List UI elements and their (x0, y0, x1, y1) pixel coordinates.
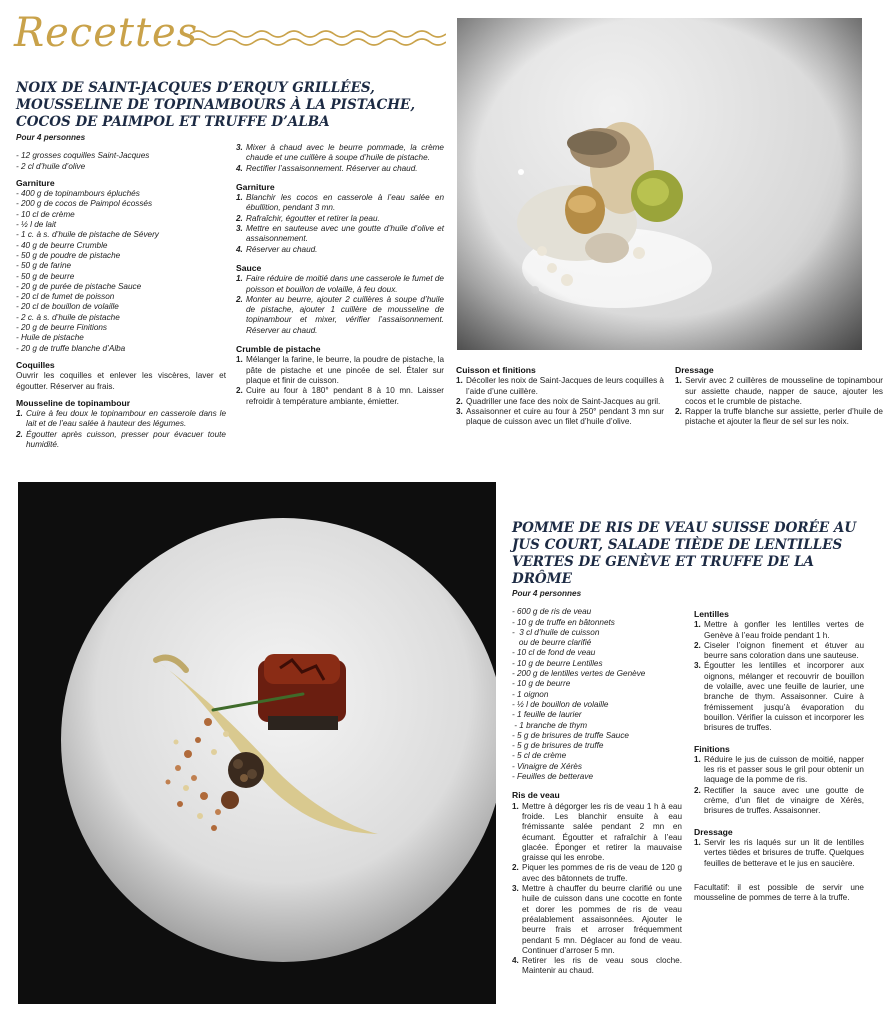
step-item: 3. Mixer à chaud avec le beurre pommade, la crème chaude et une cuillère à soupe d’huile de pistache. (236, 143, 444, 163)
list-item: - 1 oignon (512, 689, 549, 699)
list-item: - 5 g de brisures de truffe Sauce (512, 730, 629, 740)
step-item: 2. Cuire au four à 180° pendant 8 à 10 mn. Laisser refroidir à température ambiante, émietter. (236, 386, 444, 406)
recipe1-garniture-list (16, 189, 226, 354)
step-item: 2. Quadriller une face des noix de Saint-Jacques au gril. (456, 396, 661, 406)
recipe2-lentilles-steps (694, 620, 864, 733)
list-item: - 20 g de truffe blanche d’Alba (16, 343, 126, 353)
section-heading: Mousseline de topinambour (16, 397, 131, 408)
list-item: - 20 cl de bouillon de volaille (16, 302, 119, 312)
step-item: 1. Servir les ris laqués sur un lit de lentilles vertes tièdes et brisures de truffe. Quelques feuilles de betterave et le jus en saucière. (694, 837, 864, 868)
step-item: 3. Assaisonner et cuire au four à 250° pendant 3 mn sur plaque de cuisson avec un filet d’huile d’olive. (456, 407, 664, 427)
section-heading: Dressage (694, 826, 733, 837)
list-item: - 50 g de poudre de pistache (16, 250, 121, 260)
step-item: 3. Mettre en sauteuse avec une goutte d’huile d’olive et assaisonnement. (236, 224, 444, 244)
recipe1-title: NOIX DE SAINT-JACQUES D’ERQUY GRILLÉES, MOUSSELINE DE TOPINAMBOURS À LA PISTACHE, COCOS DE PAIMPOL ET TRUFFE D’ALBA (16, 80, 416, 130)
list-item: ou de beurre clarifié (512, 638, 592, 648)
step-item: 3. Égoutter les lentilles et incorporer aux oignons, mélanger et recouvrir de bouillon de volaille, avec une feuille de laurier, une branche de thym. Assaisonner. Cuire à frémissement jusqu’à évaporation du bouillon. Vérifier la cuisson et incorporer les brisures de truffes. (694, 661, 864, 733)
recipe2-ingredients-list (512, 607, 682, 782)
sweetbread-dish-illustration (18, 482, 496, 1004)
step-item: 2. Monter au beurre, ajouter 2 cuillères à soupe d’huile de pistache, ajouter 1 cuillère de mousseline de topinambour et mixer, vérifier l’assaisonnement. Réserver au chaud. (236, 294, 444, 335)
step-item: 1. Mettre à dégorger les ris de veau 1 h à eau froide. Les blanchir ensuite à eau frémissante salée pendant 2 mn en écumant. Égoutter et rafraîchir à l’eau glacée. Éponger et retirer la mauvaise graisse qui les enrobe. (512, 801, 682, 863)
recipe2-dressage-steps (694, 838, 864, 869)
list-item: - 600 g de ris de veau (512, 607, 592, 617)
section-heading: Sauce (236, 262, 262, 273)
recipe1-crumble-steps (236, 355, 444, 406)
recipe1-base-ingredients (16, 151, 226, 172)
list-item: - 200 g de cocos de Paimpol écossés (16, 199, 153, 209)
section-heading: Cuisson et finitions (456, 365, 536, 375)
recipe1-mousseline-steps (16, 409, 226, 450)
section-heading: Coquilles (16, 359, 55, 370)
step-item: 2. Rafraîchir, égoutter et retirer la peau. (236, 213, 380, 223)
step-item: 1. Blanchir les cocos en casserole à l’eau salée en ébullition, pendant 3 mn. (236, 193, 444, 213)
list-item: - 10 g de beurre Lentilles (512, 658, 603, 668)
list-item: - 10 g de beurre (512, 679, 571, 689)
section-heading: Lentilles (694, 609, 729, 619)
step-item: 1. Faire réduire de moitié dans une casserole le fumet de poisson et bouillon de volaille, à feu doux. (236, 274, 444, 294)
recipe1-col-ingredients (16, 133, 226, 450)
step-item: 1. Servir avec 2 cuillères de mousseline de topinambour sur assiette chaude, napper de sauce, ajouter les cocos et le crumble de pistache. (675, 376, 883, 406)
section-heading: Ris de veau (512, 790, 560, 801)
step-item: 1. Mélanger la farine, le beurre, la poudre de pistache, la pâte de pistache et une pincée de sel. Étaler sur plaque et finir de cuisson. (236, 355, 444, 385)
list-item: - 40 g de beurre Crumble (16, 240, 108, 250)
step-item: 2. Égoutter après cuisson, presser pour évacuer toute humidité. (16, 429, 226, 450)
list-item: - 1 branche de thym (512, 720, 588, 730)
recipe2-finitions-steps (694, 755, 864, 817)
wave-divider (190, 26, 446, 50)
list-item: - ½ l de lait (16, 220, 57, 230)
list-item: - 200 g de lentilles vertes de Genève (512, 669, 646, 679)
section-heading: Garniture (236, 181, 275, 192)
recipe1-col-steps (236, 143, 444, 407)
recipe1-col-cuisson (456, 365, 664, 428)
recipe2-col-ingredients (512, 589, 682, 977)
step-item: 2. Rectifier la sauce avec une goutte de crème, d’un filet de vinaigre de Xérès, brisures de truffes. Assaisonner. (694, 785, 864, 816)
recipe1-mousseline-steps-cont (236, 143, 444, 174)
optional-note: Facultatif: il est possible de servir une mousseline de pommes de terre à la truffe. (694, 882, 864, 903)
scallop-dish-photo (457, 18, 862, 350)
step-item: 2. Rapper la truffe blanche sur assiette, perler d’huile de pistache et ajouter la fleur de sel sur les noix. (675, 407, 883, 427)
list-item: - 20 g de beurre Finitions (16, 323, 108, 333)
list-item: - Vinaigre de Xérès (512, 761, 582, 771)
list-item: - 1 c. à s. d’huile de pistache de Sévery (16, 230, 159, 240)
list-item: - 5 g de brisures de truffe (512, 741, 604, 751)
step-item: 1. Décoller les noix de Saint-Jacques de leurs coquilles à l’aide d’une cuillère. (456, 376, 664, 396)
scallop-dish-illustration (457, 18, 862, 350)
step-item: 2. Ciseler l’oignon finement et étuver au beurre sans coloration dans une sauteuse. (694, 640, 864, 661)
list-item: - ½ l de bouillon de volaille (512, 699, 609, 709)
list-item: - 50 g de beurre (16, 271, 75, 281)
list-item: - 20 g de purée de pistache Sauce (16, 281, 142, 291)
section-heading: Dressage (675, 365, 714, 375)
list-item: - 2 c. à s. d’huile de pistache (16, 312, 120, 322)
step-item: 1. Cuire à feu doux le topinambour en casserole dans le lait et de l’eau salée à hauteur des légumes. (16, 409, 226, 429)
list-item: - 2 cl d’huile d’olive (16, 161, 86, 171)
step-item: 4. Réserver au chaud. (236, 244, 318, 254)
section-heading: Crumble de pistache (236, 344, 321, 355)
step-item: 1. Réduire le jus de cuisson de moitié, napper les ris et passer sous le gril pour obtenir un laquage de la pomme de ris. (694, 754, 864, 785)
section-heading: Finitions (694, 743, 730, 754)
list-item: - 5 cl de crème (512, 751, 567, 761)
recipe1-col-dressage (675, 365, 883, 428)
list-item: - Feuilles de betterave (512, 772, 594, 782)
step-item: 1. Mettre à gonfler les lentilles vertes de Genève à l’eau froide pendant 1 h. (694, 620, 864, 640)
step-item: 3. Mettre à chauffer du beurre clarifié ou une huile de cuisson dans une cocotte en fonte et dorer les pommes de ris de veau préalablement assaisonnées. Ajouter le beurre frais et arroser fréquemment pendant 5 mn. Déglacer au fond de veau. Continuer d’arroser 5 mn. (512, 884, 682, 955)
recipe2-serves: Pour 4 personnes (512, 589, 582, 598)
recipe1-dressage-steps (675, 376, 883, 427)
list-item: - Huile de pistache (16, 333, 84, 343)
list-item: - 12 grosses coquilles Saint-Jacques (16, 151, 150, 161)
recipe1-serves: Pour 4 personnes (16, 133, 86, 142)
list-item: - 20 cl de fumet de poisson (16, 292, 115, 302)
list-item: - 3 cl d’huile de cuisson (512, 627, 600, 637)
recipe2-title: POMME DE RIS DE VEAU SUISSE DORÉE AU JUS COURT, SALADE TIÈDE DE LENTILLES VERTES DE GENÈVE ET TRUFFE DE LA DRÔME (512, 520, 857, 587)
recipe2-ris-steps (512, 802, 682, 977)
sweetbread-dish-photo (18, 482, 496, 1004)
step-item: 4. Rectifier l’assaisonnement. Réserver au chaud. (236, 163, 418, 173)
list-item: - 10 g de truffe en bâtonnets (512, 617, 615, 627)
list-item: - 1 feuille de laurier (512, 710, 582, 720)
magazine-logo: Recettes (14, 10, 199, 56)
list-item: - 10 cl de crème (16, 209, 75, 219)
paragraph: Ouvrir les coquilles et enlever les viscères, laver et égoutter. Réserver au frais. (16, 371, 226, 391)
section-heading: Garniture (16, 177, 55, 188)
recipe1-garniture-steps (236, 193, 444, 255)
step-item: 2. Piquer les pommes de ris de veau de 120 g avec des bâtonnets de truffe. (512, 863, 682, 883)
list-item: - 400 g de topinambours épluchés (16, 189, 140, 199)
recipe1-sauce-steps (236, 274, 444, 336)
list-item: - 10 cl de fond de veau (512, 648, 596, 658)
step-item: 4. Retirer les ris de veau sous cloche. Maintenir au chaud. (512, 956, 682, 976)
recipe1-cuisson-steps (456, 376, 664, 427)
list-item: - 50 g de farine (16, 261, 72, 271)
recipe2-col-steps (694, 609, 864, 903)
